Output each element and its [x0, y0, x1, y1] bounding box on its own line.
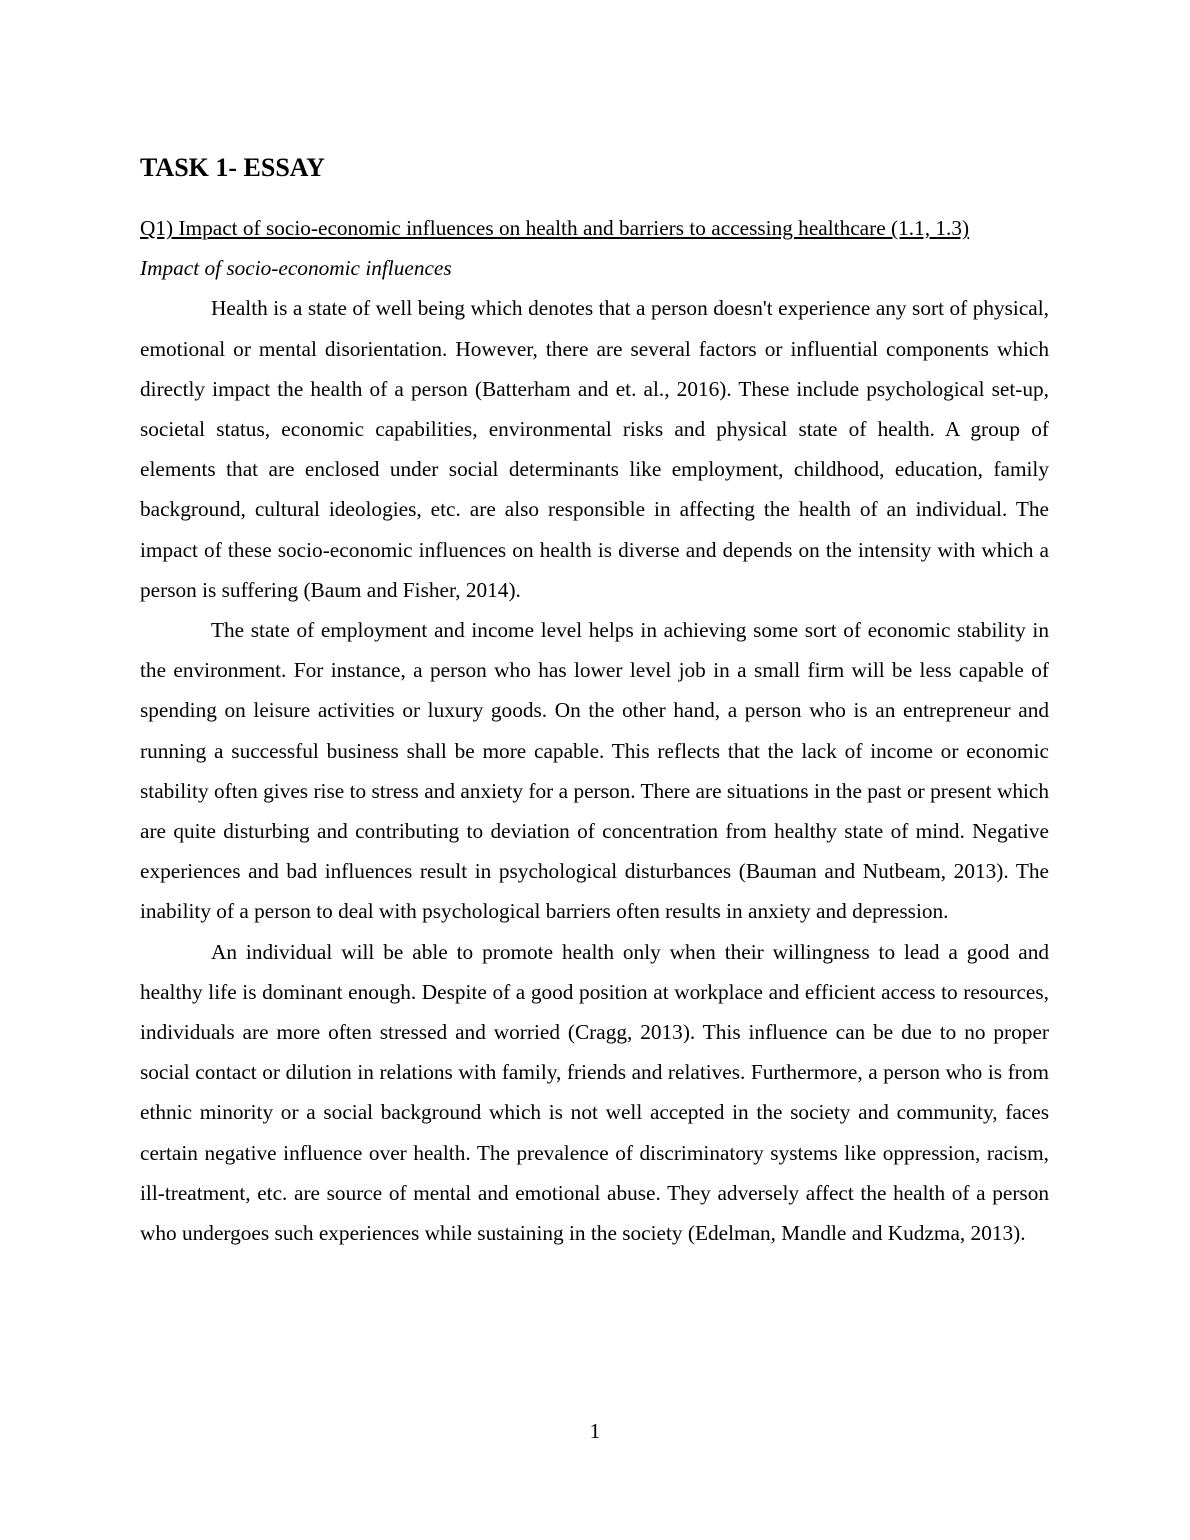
page-number: 1: [589, 1419, 601, 1443]
body-paragraph-3: An individual will be able to promote health only when their willingness to lead a good and healthy life is dominant enough. Despite of a good position at workplace and efficient access to resources, individuals are more often stressed and worried (Cragg, 2013). This influence can be due to no proper social contact or dilution in relations with family, friends and relatives. Furthermore, a person who is from ethnic minority or a social background which is not well accepted in the society and community, faces certain negative influence over health. The prevalence of discriminatory systems like oppression, racism, ill-treatment, etc. are source of mental and emotional abuse. They adversely affect the health of a person who undergoes such experiences while sustaining in the society (Edelman, Mandle and Kudzma, 2013).: [140, 939, 1049, 1246]
page-title: TASK 1- ESSAY: [140, 153, 325, 182]
body-paragraph-1: Health is a state of well being which denotes that a person doesn't experience any sort of physical, emotional or mental disorientation. However, there are several factors or influential components which directly impact the health of a person (Batterham and et. al., 2016). These include psychological set-up, societal status, economic capabilities, environmental risks and physical state of health. A group of elements that are enclosed under social determinants like employment, childhood, education, family background, cultural ideologies, etc. are also responsible in affecting the health of an individual. The impact of these socio-economic influences on health is diverse and depends on the intensity with which a person is suffering (Baum and Fisher, 2014).: [140, 296, 1049, 602]
question-heading: Q1) Impact of socio-economic influences on health and barriers to accessing healthcare (1.1, 1.3): [140, 216, 970, 240]
section-subheading: Impact of socio-economic influences: [140, 256, 452, 281]
body-paragraph-2: The state of employment and income level helps in achieving some sort of economic stability in the environment. For instance, a person who has lower level job in a small firm will be less capable of spending on leisure activities or luxury goods. On the other hand, a person who is an entrepreneur and running a successful business shall be more capable. This reflects that the lack of income or economic stability often gives rise to stress and anxiety for a person. There are situations in the past or present which are quite disturbing and contributing to deviation of concentration from healthy state of mind. Negative experiences and bad influences result in psychological disturbances (Bauman and Nutbeam, 2013). The inability of a person to deal with psychological barriers often results in anxiety and depression.: [140, 618, 1049, 924]
page-content: [140, 148, 1049, 1253]
